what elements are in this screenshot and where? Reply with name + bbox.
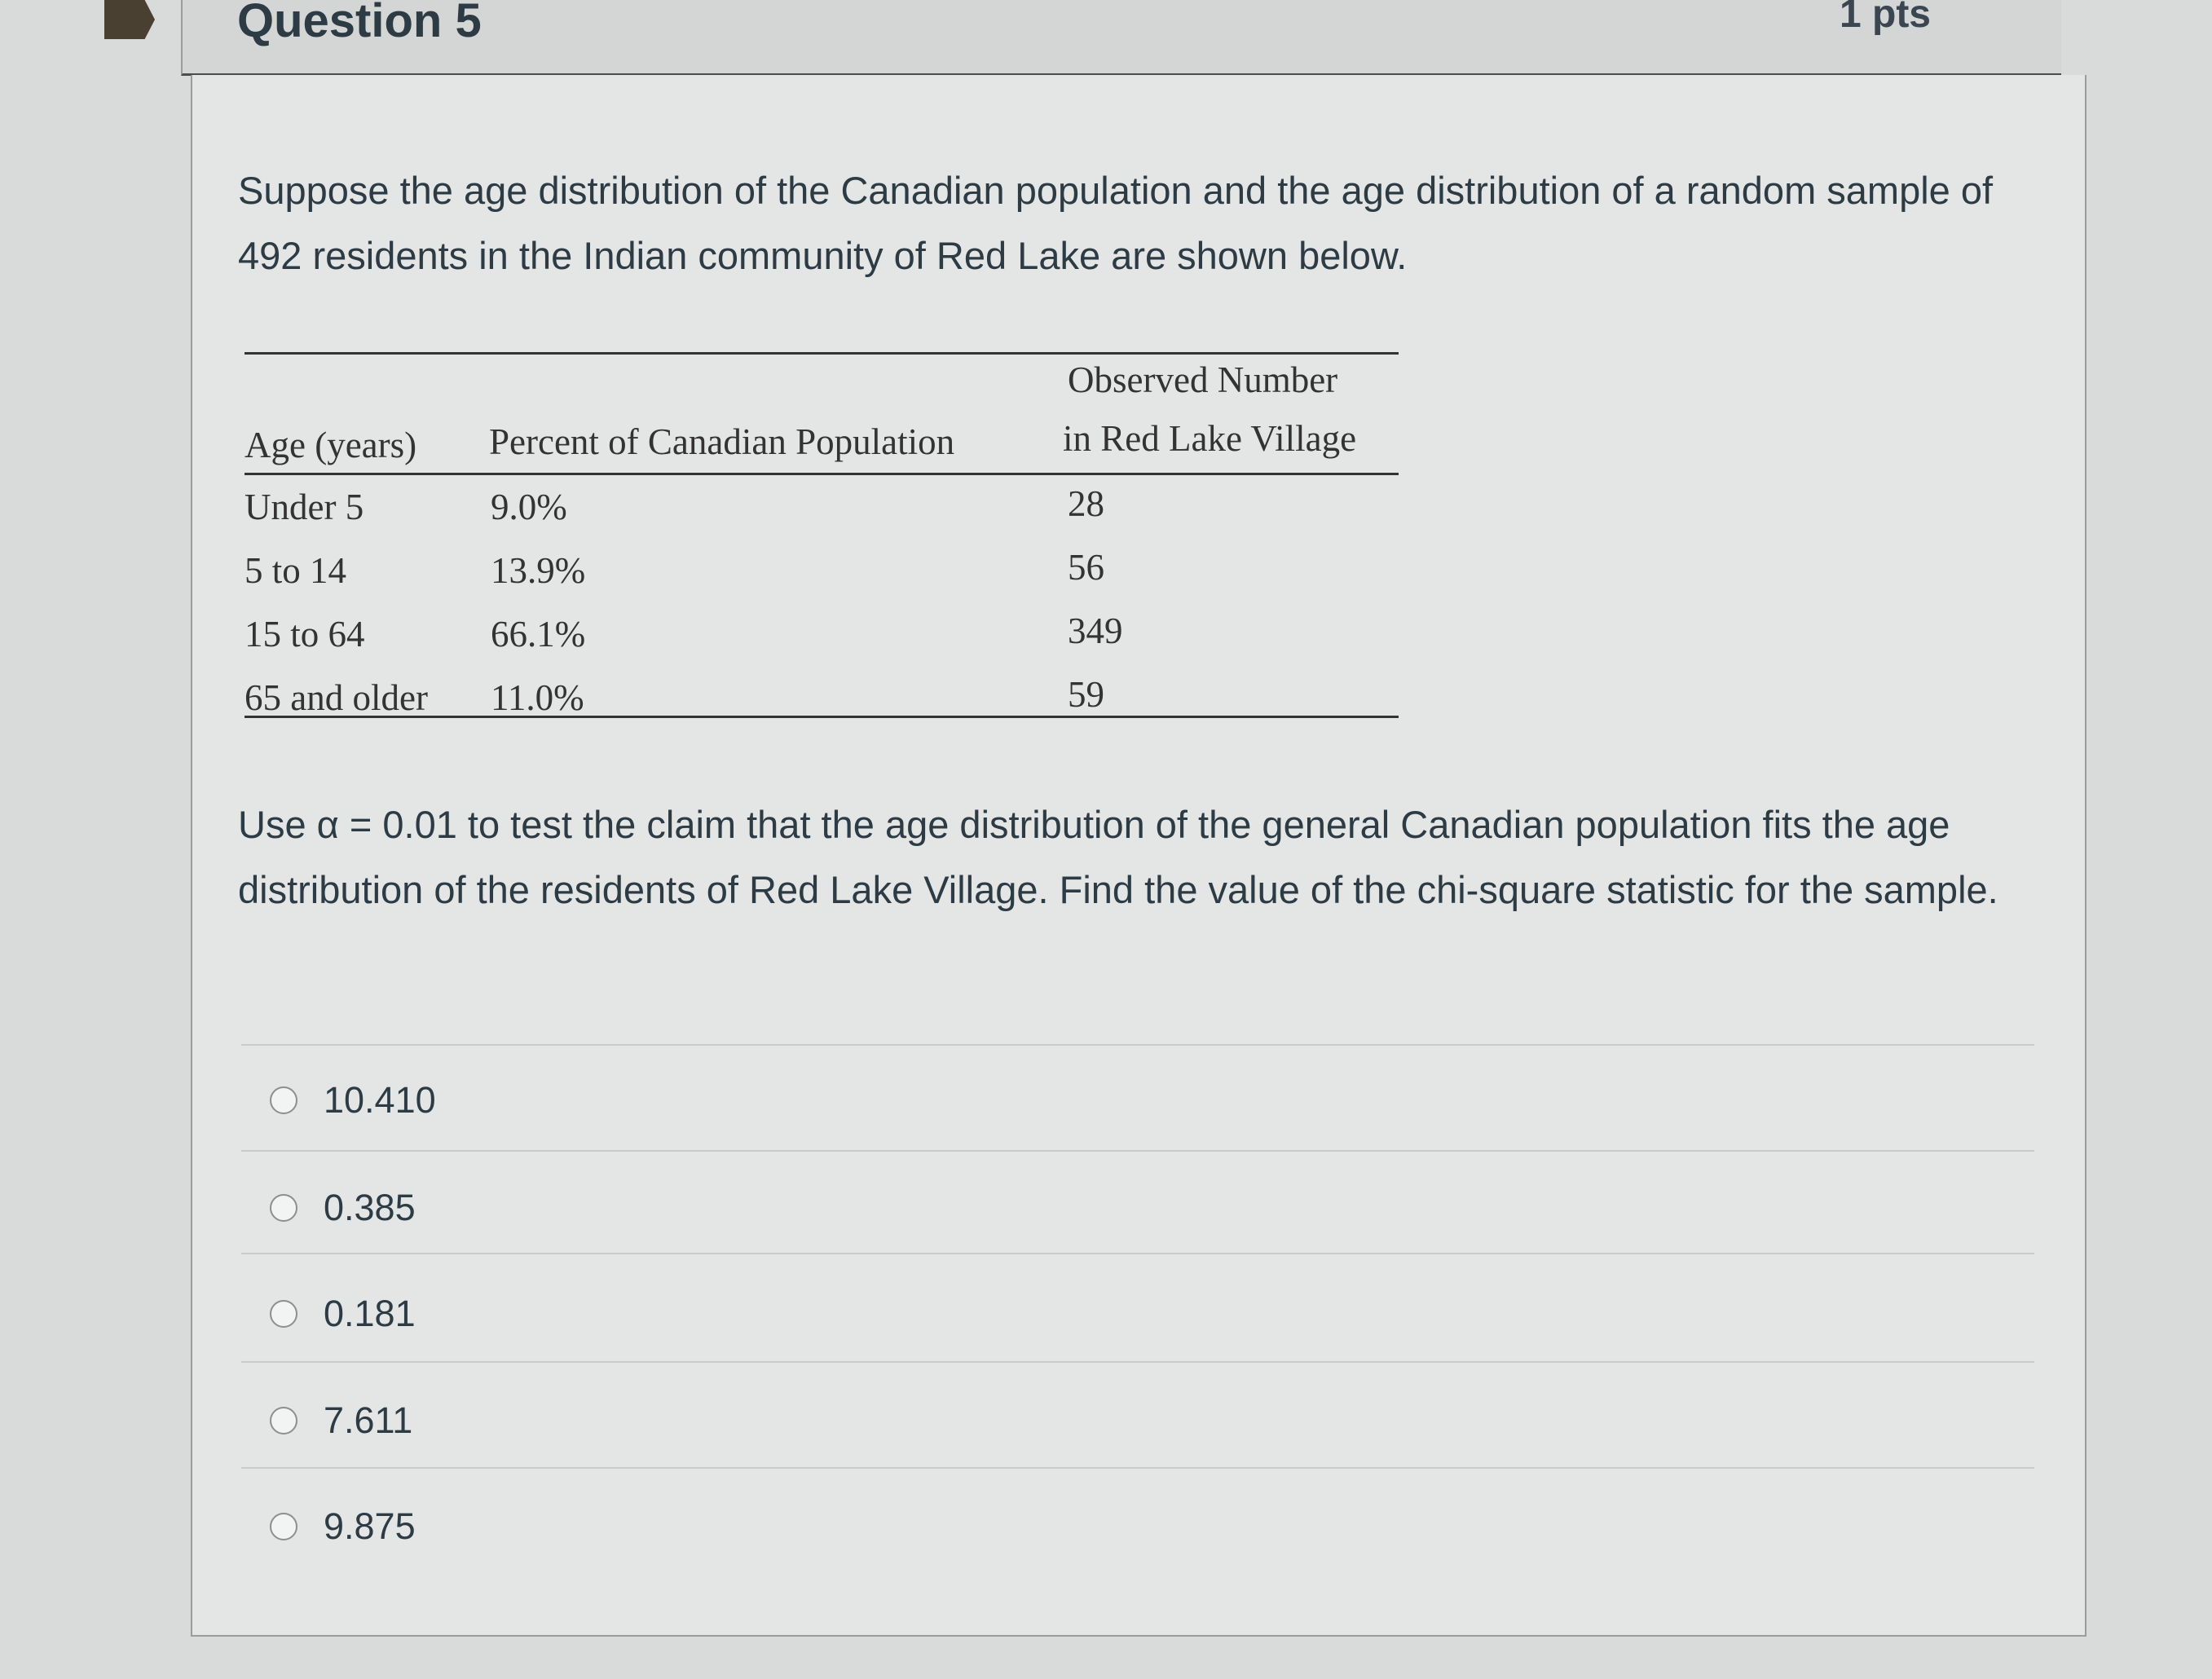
row-observed: 56	[1068, 547, 1104, 588]
answer-label: 7.611	[324, 1399, 413, 1441]
question-flag-marker	[104, 0, 155, 39]
answer-divider	[241, 1361, 2034, 1363]
answer-option[interactable]	[270, 1076, 436, 1125]
row-age: 15 to 64	[245, 614, 365, 654]
answer-divider	[241, 1044, 2034, 1046]
row-percent: 13.9%	[491, 550, 586, 591]
row-observed: 28	[1068, 483, 1104, 524]
answer-label: 9.875	[324, 1505, 416, 1547]
answer-option[interactable]	[270, 1502, 416, 1551]
question-intro: Suppose the age distribution of the Canadian population and the age distribution of a random sample of 492 residents in the Indian community of Red Lake are shown below.	[238, 169, 1994, 277]
answer-label: 0.181	[324, 1293, 416, 1334]
question-header	[181, 0, 2061, 76]
question-points: 1 pts	[1839, 0, 1931, 36]
header-age: Age (years)	[245, 425, 417, 465]
row-percent: 11.0%	[491, 677, 584, 718]
row-percent: 9.0%	[491, 487, 567, 527]
row-age: Under 5	[245, 487, 364, 527]
row-observed: 349	[1068, 610, 1123, 651]
header-percent: Percent of Canadian Population	[489, 421, 955, 462]
question-body	[191, 75, 2086, 1637]
row-age: 5 to 14	[245, 550, 347, 591]
answer-divider	[241, 1253, 2034, 1254]
row-age: 65 and older	[245, 677, 428, 718]
radio-button[interactable]	[270, 1407, 297, 1434]
header-observed-line1: Observed Number	[1068, 359, 1338, 400]
answer-option[interactable]	[270, 1396, 412, 1445]
question-title: Question 5	[237, 0, 482, 47]
radio-button[interactable]	[270, 1194, 297, 1222]
radio-button[interactable]	[270, 1086, 297, 1114]
row-percent: 66.1%	[491, 614, 586, 654]
table-bottom-rule	[245, 716, 1399, 718]
answer-label: 10.410	[324, 1079, 436, 1121]
radio-button[interactable]	[270, 1300, 297, 1328]
radio-button[interactable]	[270, 1513, 297, 1540]
table-top-rule	[245, 352, 1399, 355]
row-observed: 59	[1068, 674, 1104, 715]
answer-label: 0.385	[324, 1187, 416, 1228]
table-header-rule	[245, 473, 1399, 475]
question-prompt: Use α = 0.01 to test the claim that the age distribution of the general Canadian population fits the age distribution of the residents of Red Lake Village. Find the value of the chi-square statistic for the sample.	[238, 803, 1998, 911]
answer-option[interactable]	[270, 1183, 416, 1232]
answer-option[interactable]	[270, 1289, 416, 1338]
answer-divider	[241, 1150, 2034, 1152]
answer-divider	[241, 1467, 2034, 1469]
header-observed-line2: in Red Lake Village	[1063, 418, 1357, 459]
age-distribution-table	[245, 352, 1399, 719]
